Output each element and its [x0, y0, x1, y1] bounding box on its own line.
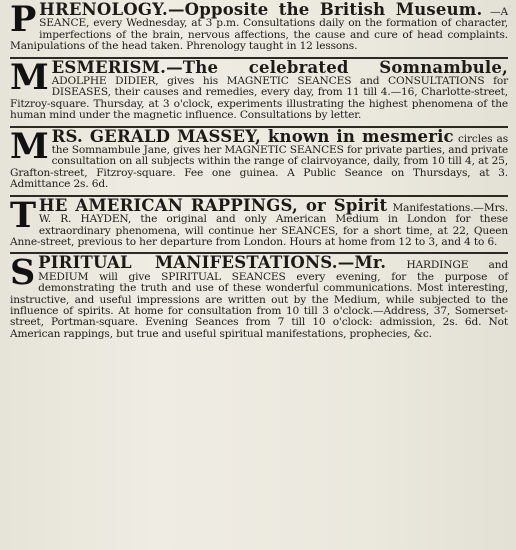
ad-dropcap: T	[10, 194, 36, 236]
ad-dropcap: S	[10, 252, 36, 294]
ad-dropcap: M	[10, 125, 49, 167]
ad-text	[10, 0, 508, 53]
ad-body: circles as the Somnambule Jane, gives her MAGNETIC SEANCES for private parties, and private consultation on all subjects within the range of clairvoyance, daily, from 10 till 4, at 25, Grafton-street, Fitzroy-square. Fee one guinea. A Public Seance on Thursdays, at 3. Admittance 2s. 6d.	[10, 132, 508, 191]
ad-mesmerism	[10, 56, 508, 124]
ad-phrenology	[10, 0, 508, 55]
ad-body: Manifestations.—Mrs. W. R. HAYDEN, the original and only American Medium in London for these extraordinary phenomena, will continue her SEANCES, for a short time, at 22, Queen Anne-street, previous to her departure from London. Hours at home from 12 to 3, and 4 to 6.	[10, 201, 508, 248]
ad-text	[10, 252, 509, 340]
ad-body: ADOLPHE DIDIER, gives his MAGNETIC SEANCES and CONSULTATIONS for DISEASES, their causes and remedies, every day, from 11 till 4.—16, Charlotte-street, Fitzroy-square. Thursday, at 3 o'clock, experiments illustrating the highest phenomena of the human mind under the magnetic influence. Consultations by letter.	[10, 75, 508, 122]
ad-heading: PIRITUAL MANIFESTATIONS.—Mr.	[38, 253, 387, 273]
ad-dropcap: M	[10, 56, 49, 98]
ad-body: —A SEANCE, every Wednesday, at 3 p.m. Consultations daily on the formation of character, imperfections of the brain, nervous affections, the cause and cure of head complaints. Manipulations of the head taken. Phrenology taught in 12 lessons.	[10, 6, 508, 53]
ad-heading: HRENOLOGY.—Opposite the British Museum.	[39, 0, 483, 19]
ad-text	[10, 56, 508, 122]
ad-american-rappings	[10, 194, 508, 251]
ad-spiritual-manifestations	[10, 252, 509, 342]
ad-heading: ESMERISM.—The celebrated Somnambule,	[51, 57, 508, 77]
ad-text	[10, 125, 508, 191]
ad-dropcap: P	[10, 0, 37, 40]
ad-heading: HE AMERICAN RAPPINGS, or Spirit	[38, 195, 388, 215]
ad-heading: RS. GERALD MASSEY, known in mesmeric	[51, 126, 454, 146]
ad-gerald-massey	[10, 125, 508, 193]
ad-body: HARDINGE and MEDIUM will give SPIRITUAL SEANCES every evening, for the purpose of demonstrating the truth and use of these wonderful communications. Most interesting, instructive, and useful impressions are written out by the Medium, while subjected to the influence of spirits. At home for consultation from 10 till 3 o'clock.—Address, 37, Somerset-street, Portman-square. Evening Seances from 7 till 10 o'clock: admission, 2s. 6d. Not American rappings, but true and useful spiritual manifestations, prophecies, &c.	[10, 259, 509, 340]
ad-text	[10, 194, 508, 249]
